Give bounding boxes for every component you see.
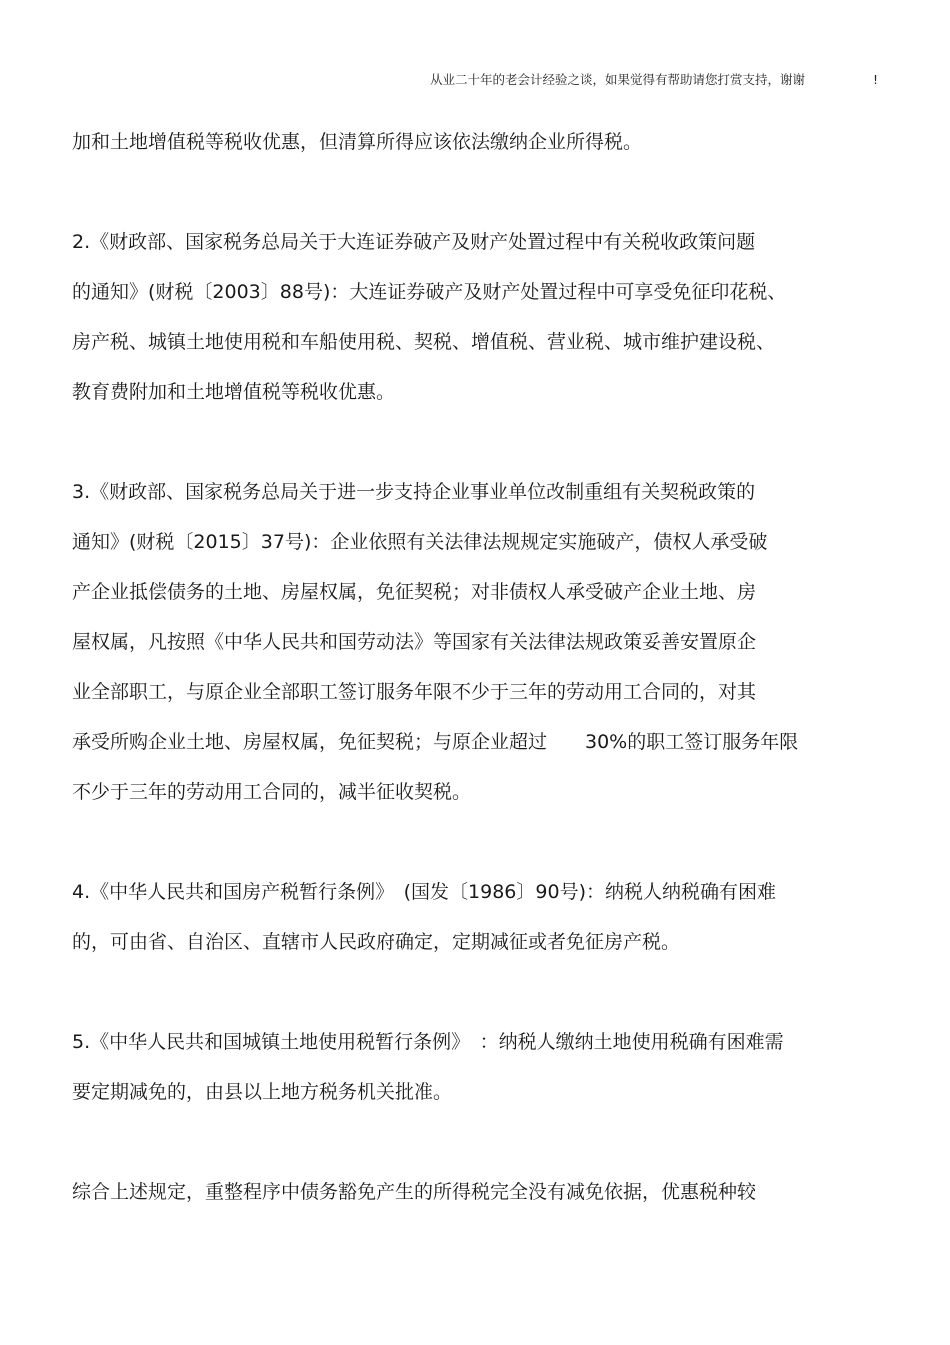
text-line: 4.《中华人民共和国房产税暂行条例》 (国发〔1986〕90号)：纳税人纳税确有困难 (72, 881, 776, 903)
text-line: 屋权属，凡按照《中华人民共和国劳动法》等国家有关法律法规政策妥善安置原企 (72, 631, 757, 653)
text-line: 的通知》(财税〔2003〕88号)：大连证券破产及财产处置过程中可享受免征印花税、 (72, 281, 787, 303)
text-line: 不少于三年的劳动用工合同的，减半征收契税。 (72, 781, 472, 803)
text-line: 5.《中华人民共和国城镇土地使用税暂行条例》 ：纳税人缴纳土地使用税确有困难需 (72, 1031, 784, 1053)
text-line: 教育费附加和土地增值税等税收优惠。 (72, 381, 396, 403)
text-line: 的，可由省、自治区、直辖市人民政府确定，定期减征或者免征房产税。 (72, 931, 681, 953)
text-line: 综合上述规定，重整程序中债务豁免产生的所得税完全没有减免依据，优惠税种较 (72, 1181, 757, 1203)
text-line: 承受所购企业土地、房屋权属，免征契税；与原企业超过 30%的职工签订服务年限 (72, 731, 799, 753)
header-exclamation: ! (872, 72, 878, 87)
text-line: 要定期减免的，由县以上地方税务机关批准。 (72, 1081, 453, 1103)
header-text: 从业二十年的老会计经验之谈，如果觉得有帮助请您打赏支持，谢谢 (430, 72, 806, 87)
text-line: 2.《财政部、国家税务总局关于大连证券破产及财产处置过程中有关税收政策问题 (72, 231, 756, 253)
text-line: 加和土地增值税等税收优惠，但清算所得应该依法缴纳企业所得税。 (72, 131, 643, 153)
text-line: 3.《财政部、国家税务总局关于进一步支持企业事业单位改制重组有关契税政策的 (72, 481, 756, 503)
text-line: 产企业抵偿债务的土地、房屋权属，免征契税；对非债权人承受破产企业土地、房 (72, 581, 757, 603)
text-line: 业全部职工，与原企业全部职工签订服务年限不少于三年的劳动用工合同的，对其 (72, 681, 757, 703)
text-line: 通知》(财税〔2015〕37号)：企业依照有关法律法规规定实施破产，债权人承受破 (72, 531, 768, 553)
text-line: 房产税、城镇土地使用税和车船使用税、契税、增值税、营业税、城市维护建设税、 (72, 331, 776, 353)
page-header (430, 70, 890, 90)
